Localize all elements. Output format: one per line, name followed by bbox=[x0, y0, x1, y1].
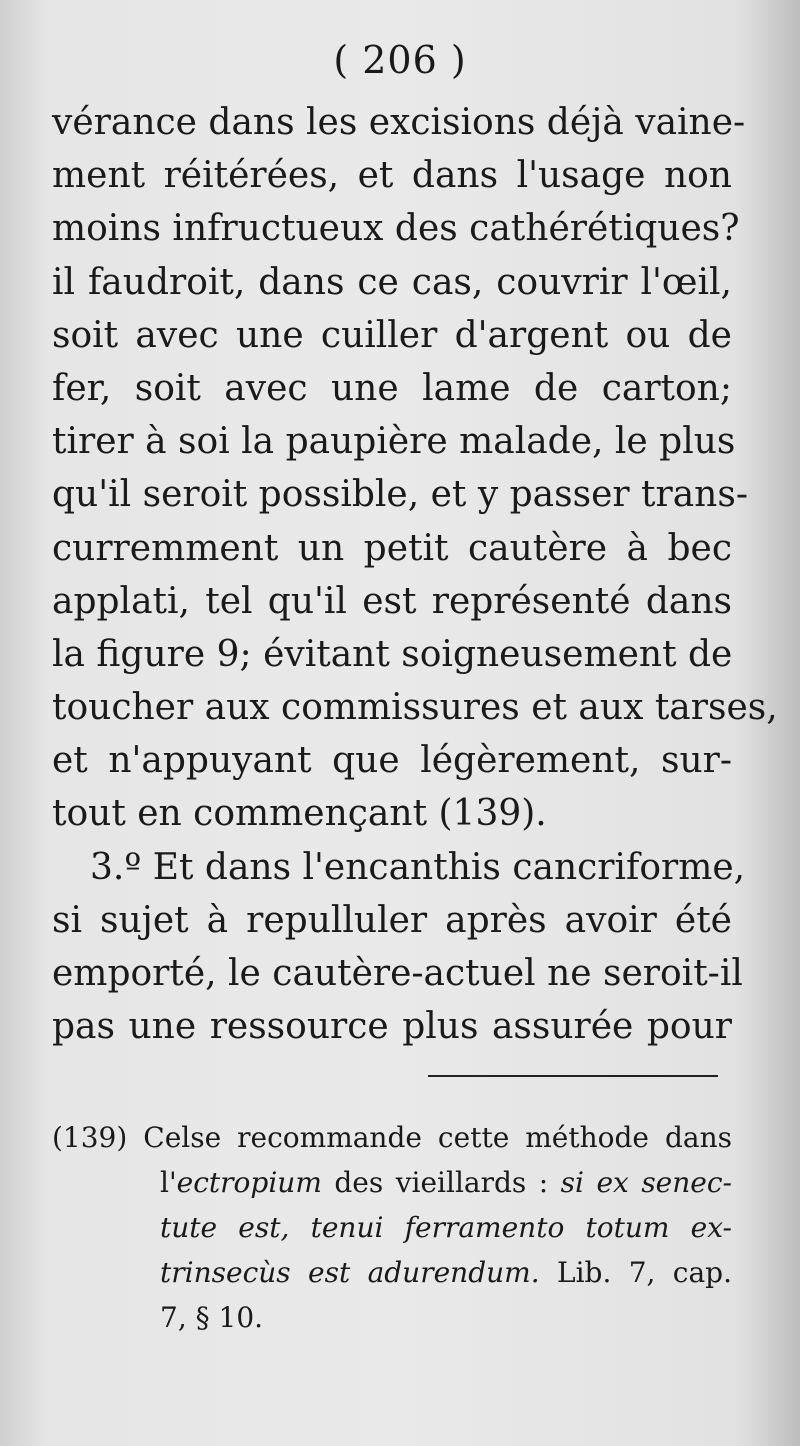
body-line: et n'appuyant que légèrement, sur- bbox=[52, 740, 732, 782]
body-line: moins infructueux des cathérétiques? bbox=[52, 208, 740, 250]
footnote-italic: ectropium bbox=[176, 1166, 322, 1199]
body-line: 3.º Et dans l'encanthis cancriforme, bbox=[90, 846, 746, 888]
footnote-line bbox=[52, 1205, 732, 1250]
body-line: pas une ressource plus assurée pour bbox=[52, 1006, 732, 1048]
footnote-italic: si ex senec- bbox=[560, 1166, 732, 1199]
footnote-label: (139) bbox=[52, 1121, 128, 1154]
footnote-italic: tute est, tenui ferramento totum ex- bbox=[160, 1211, 732, 1244]
footnote-line bbox=[52, 1160, 732, 1205]
footnote-text: l' bbox=[160, 1166, 177, 1199]
body-text bbox=[52, 96, 778, 1053]
body-line: si sujet à repulluler après avoir été bbox=[52, 899, 732, 941]
footnote-italic: trinsecùs est adurendum. bbox=[160, 1256, 540, 1289]
body-line: tirer à soi la paupière malade, le plus bbox=[52, 421, 736, 463]
footnote-rule bbox=[428, 1075, 718, 1077]
body-line: soit avec une cuiller d'argent ou de bbox=[52, 314, 732, 356]
body-line: ment réitérées, et dans l'usage non bbox=[52, 155, 732, 197]
footnote-text: Lib. 7, cap. bbox=[539, 1256, 733, 1289]
body-line: vérance dans les excisions déjà vaine- bbox=[52, 102, 746, 143]
body-line: curremment un petit cautère à bec bbox=[52, 527, 732, 569]
footnote-line bbox=[52, 1250, 732, 1295]
footnote-line bbox=[52, 1115, 732, 1160]
body-line: emporté, le cautère-actuel ne seroit-il bbox=[52, 953, 743, 994]
footnote-text: Celse recommande cette méthode dans bbox=[143, 1121, 732, 1154]
body-line: toucher aux commissures et aux tarses, bbox=[52, 687, 778, 729]
footnote bbox=[52, 1115, 732, 1340]
page-number: ( 206 ) bbox=[333, 38, 467, 82]
body-line: il faudroit, dans ce cas, couvrir l'œil, bbox=[52, 261, 732, 303]
footnote-text: des vieillards : bbox=[321, 1166, 561, 1199]
body-line: la figure 9; évitant soigneusement de bbox=[52, 633, 733, 675]
body-line: fer, soit avec une lame de carton; bbox=[52, 367, 732, 409]
body-line: tout en commençant (139). bbox=[52, 793, 547, 835]
body-line: applati, tel qu'il est représenté dans bbox=[52, 580, 732, 622]
body-line: qu'il seroit possible, et y passer trans- bbox=[52, 474, 748, 516]
footnote-line: 7, § 10. bbox=[160, 1301, 264, 1334]
